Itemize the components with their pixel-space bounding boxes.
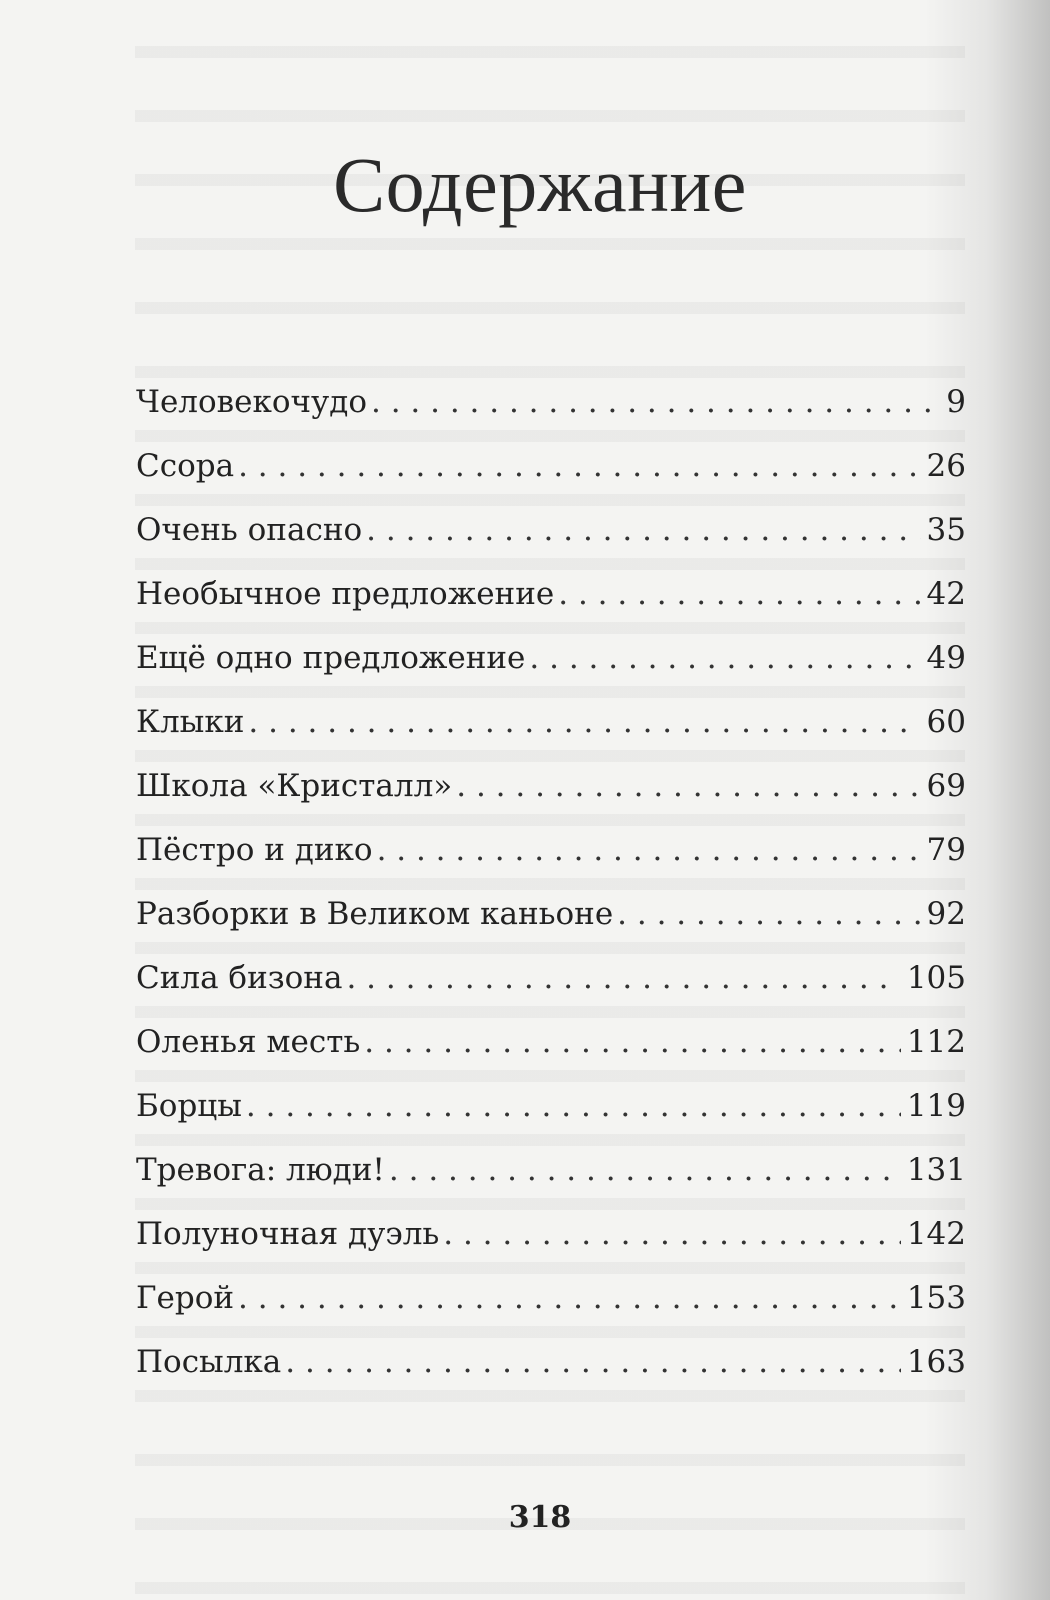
toc-entry-page: 35 — [926, 512, 966, 548]
toc-entry-title: Школа «Кристалл» — [136, 768, 453, 804]
toc-entry — [136, 768, 966, 832]
toc-entry-page: 26 — [926, 448, 966, 484]
toc-entry-page: 112 — [906, 1024, 966, 1060]
toc-entry-title: Ссора — [136, 448, 235, 484]
toc-entry-page: 119 — [906, 1088, 966, 1124]
toc-entry-page: 49 — [926, 640, 966, 676]
toc-entry-title: Человекочудо — [136, 384, 367, 420]
toc-dot-leader — [285, 1344, 901, 1380]
toc-entry — [136, 1280, 966, 1344]
toc-entry-title: Необычное предложение — [136, 576, 555, 612]
toc-entry-title: Посылка — [136, 1344, 282, 1380]
toc-entry-page: 105 — [906, 960, 966, 996]
toc-dot-leader — [456, 768, 920, 804]
toc-entry — [136, 832, 966, 896]
page-number: 318 — [508, 1500, 572, 1535]
toc-dot-leader — [529, 640, 920, 676]
toc-entry — [136, 704, 966, 768]
toc-entry — [136, 512, 966, 576]
toc-entry-page: 9 — [946, 384, 966, 420]
toc-entry-title: Полуночная дуэль — [136, 1216, 440, 1252]
toc-entry-page: 60 — [926, 704, 966, 740]
toc-entry-title: Оленья месть — [136, 1024, 361, 1060]
toc-entry — [136, 1152, 966, 1216]
toc-entry — [136, 960, 966, 1024]
toc-entry — [136, 1216, 966, 1280]
toc-dot-leader — [346, 960, 900, 996]
toc-entry — [136, 1024, 966, 1088]
toc-dot-leader — [238, 448, 920, 484]
toc-dot-leader — [371, 384, 940, 420]
toc-dot-leader — [248, 704, 920, 740]
toc-entry-title: Очень опасно — [136, 512, 363, 548]
toc-entry-title: Клыки — [136, 704, 245, 740]
toc-dot-leader — [366, 512, 920, 548]
toc-dot-leader — [377, 832, 921, 868]
toc-entry-title: Ещё одно предложение — [136, 640, 526, 676]
toc-entry — [136, 1344, 966, 1408]
toc-dot-leader — [443, 1216, 901, 1252]
toc-dot-leader — [558, 576, 920, 612]
toc-entry-title: Сила бизона — [136, 960, 343, 996]
toc-entry-title: Пёстро и дико — [136, 832, 373, 868]
toc-entry-page: 79 — [926, 832, 966, 868]
toc-entry-page: 163 — [906, 1344, 966, 1380]
toc-entry-title: Герой — [136, 1280, 235, 1316]
toc-entry-page: 92 — [926, 896, 966, 932]
toc-entry — [136, 384, 966, 448]
toc-dot-leader — [364, 1024, 901, 1060]
toc-entry-page: 69 — [926, 768, 966, 804]
toc-entry — [136, 896, 966, 960]
toc-entry-title: Тревога: люди! — [136, 1152, 385, 1188]
toc-entry — [136, 1088, 966, 1152]
toc-entry-title: Борцы — [136, 1088, 242, 1124]
toc-entry-page: 142 — [906, 1216, 966, 1252]
toc-dot-leader — [246, 1088, 901, 1124]
table-of-contents — [136, 384, 966, 1408]
toc-entry — [136, 640, 966, 704]
toc-entry-page: 153 — [906, 1280, 966, 1316]
page-title: Содержание — [333, 141, 747, 228]
toc-entry-page: 42 — [926, 576, 966, 612]
toc-entry-title: Разборки в Великом каньоне — [136, 896, 614, 932]
toc-dot-leader — [617, 896, 920, 932]
toc-entry — [136, 448, 966, 512]
toc-dot-leader — [238, 1280, 901, 1316]
toc-entry — [136, 576, 966, 640]
toc-entry-page: 131 — [906, 1152, 966, 1188]
toc-dot-leader — [389, 1152, 901, 1188]
